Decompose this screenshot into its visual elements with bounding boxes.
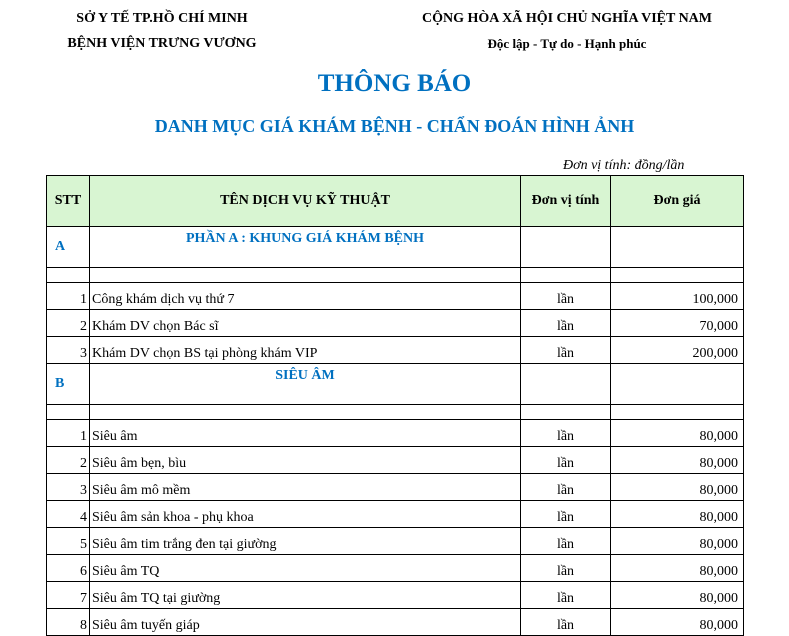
nation-line-1: CỘNG HÒA XÃ HỘI CHỦ NGHĨA VIỆT NAM: [421, 11, 712, 26]
row-service-name: Siêu âm tim trắng đen tại giường: [90, 528, 521, 555]
page-subtitle: DANH MỤC GIÁ KHÁM BỆNH - CHẨN ĐOÁN HÌNH ẢNH: [154, 116, 635, 136]
row-stt: 3: [47, 337, 90, 364]
section-code: B: [47, 364, 90, 405]
section-row: [47, 364, 744, 405]
row-price: 80,000: [611, 582, 744, 609]
row-stt: 4: [47, 501, 90, 528]
row-price: 80,000: [611, 555, 744, 582]
row-unit: lần: [521, 474, 611, 501]
row-service-name: Siêu âm TQ: [90, 555, 521, 582]
row-service-name: Siêu âm sản khoa - phụ khoa: [90, 501, 521, 528]
row-stt: 1: [47, 420, 90, 447]
table-row: [47, 337, 744, 364]
row-service-name: Siêu âm TQ tại giường: [90, 582, 521, 609]
table-row: [47, 474, 744, 501]
organization-header: [44, 6, 280, 56]
table-row: [47, 420, 744, 447]
row-price: 80,000: [611, 447, 744, 474]
table-row: [47, 501, 744, 528]
header-price: Đơn giá: [611, 176, 744, 227]
row-price: 80,000: [611, 474, 744, 501]
spacer-row: [47, 405, 744, 420]
spacer-cell: [90, 268, 521, 283]
row-service-name: Siêu âm mô mềm: [90, 474, 521, 501]
row-price: 80,000: [611, 501, 744, 528]
row-unit: lần: [521, 555, 611, 582]
table-row: [47, 555, 744, 582]
table-row: [47, 528, 744, 555]
row-stt: 1: [47, 283, 90, 310]
section-price-cell: [611, 227, 744, 268]
row-service-name: Siêu âm: [90, 420, 521, 447]
spacer-row: [47, 268, 744, 283]
row-price: 70,000: [611, 310, 744, 337]
header-stt: STT: [47, 176, 90, 227]
spacer-cell: [90, 405, 521, 420]
page-title: THÔNG BÁO: [317, 70, 472, 97]
section-title: PHẦN A : KHUNG GIÁ KHÁM BỆNH: [90, 227, 521, 268]
row-stt: 8: [47, 609, 90, 636]
row-service-name: Công khám dịch vụ thứ 7: [90, 283, 521, 310]
row-service-name: Siêu âm tuyến giáp: [90, 609, 521, 636]
row-unit: lần: [521, 310, 611, 337]
org-line-1: SỞ Y TẾ TP.HỒ CHÍ MINH: [76, 11, 248, 26]
row-price: 80,000: [611, 609, 744, 636]
row-unit: lần: [521, 337, 611, 364]
row-price: 80,000: [611, 528, 744, 555]
national-header: [392, 6, 742, 56]
row-unit: lần: [521, 420, 611, 447]
row-stt: 2: [47, 447, 90, 474]
section-title: SIÊU ÂM: [90, 364, 521, 405]
row-unit: lần: [521, 609, 611, 636]
unit-note: Đơn vị tính: đồng/lần: [563, 158, 685, 173]
row-stt: 2: [47, 310, 90, 337]
section-unit-cell: [521, 364, 611, 405]
row-unit: lần: [521, 582, 611, 609]
spacer-cell: [611, 405, 744, 420]
table-row: [47, 582, 744, 609]
table-row: [47, 283, 744, 310]
row-stt: 3: [47, 474, 90, 501]
table-row: [47, 310, 744, 337]
section-unit-cell: [521, 227, 611, 268]
section-price-cell: [611, 364, 744, 405]
row-stt: 7: [47, 582, 90, 609]
spacer-cell: [521, 405, 611, 420]
row-unit: lần: [521, 447, 611, 474]
row-service-name: Khám DV chọn BS tại phòng khám VIP: [90, 337, 521, 364]
spacer-cell: [521, 268, 611, 283]
table-row: [47, 447, 744, 474]
section-row: [47, 227, 744, 268]
row-service-name: Khám DV chọn Bác sĩ: [90, 310, 521, 337]
row-unit: lần: [521, 283, 611, 310]
table-body: [47, 227, 744, 636]
nation-motto: Độc lập - Tự do - Hạnh phúc: [487, 36, 647, 51]
row-stt: 6: [47, 555, 90, 582]
org-line-2: BỆNH VIỆN TRƯNG VƯƠNG: [67, 36, 257, 51]
row-price: 200,000: [611, 337, 744, 364]
row-unit: lần: [521, 501, 611, 528]
row-unit: lần: [521, 528, 611, 555]
section-code: A: [47, 227, 90, 268]
row-price: 80,000: [611, 420, 744, 447]
spacer-cell: [47, 268, 90, 283]
row-stt: 5: [47, 528, 90, 555]
spacer-cell: [611, 268, 744, 283]
row-price: 100,000: [611, 283, 744, 310]
table-row: [47, 609, 744, 636]
row-service-name: Siêu âm bẹn, bìu: [90, 447, 521, 474]
price-table: [46, 175, 744, 636]
header-unit: Đơn vị tính: [521, 176, 611, 227]
spacer-cell: [47, 405, 90, 420]
header-name: TÊN DỊCH VỤ KỸ THUẬT: [90, 176, 521, 227]
table-header-row: [47, 176, 744, 227]
